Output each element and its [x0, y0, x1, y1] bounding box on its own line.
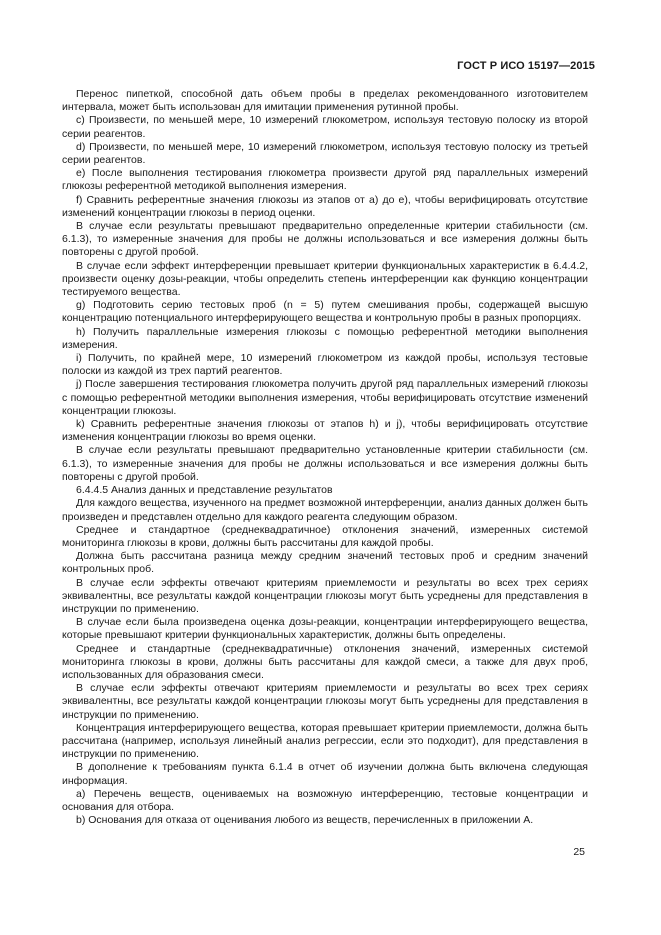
section-heading: 6.4.4.5 Анализ данных и представление результатов — [76, 484, 333, 497]
paragraph: h) Получить параллельные измерения глюкозы с помощью референтной методики выполнения измерения. — [62, 325, 588, 351]
paragraph: Концентрация интерферирующего вещества, которая превышает критерии приемлемости, должна быть рассчитана (например, используя линейный анализ регрессии, если это подходит), для представления в инструкции по применению. — [62, 721, 588, 761]
paragraph: В случае если эффекты отвечают критериям приемлемости и результаты во всех трех сериях эквивалентны, все результаты каждой концентрации глюкозы могут быть усреднены для представления в инструкции по применению. — [62, 682, 588, 721]
paragraph: Среднее и стандартное (среднеквадратичное) отклонения значений, измеренных системой мониторинга глюкозы в крови, должны быть рассчитаны для каждой пробы. — [62, 523, 588, 549]
paragraph: В случае если была произведена оценка дозы-реакции, концентрации интерферирующего вещества, которые превышают критерии функциональных характеристик, должны быть определены. — [62, 616, 588, 642]
paragraph: Среднее и стандартные (среднеквадратичные) отклонения значений, измеренных системой мониторинга глюкозы в крови, должны быть рассчитаны для каждой смеси, а также для двух проб, использованных для образования смеси. — [62, 642, 588, 681]
paragraph: f) Сравнить референтные значения глюкозы из этапов от a) до e), чтобы верифицировать отсутствие изменений концентрации глюкозы в период оценки. — [62, 193, 588, 219]
paragraph: j) После завершения тестирования глюкометра получить другой ряд параллельных измерений глюкозы с помощью референтной методики выполнения измерения, чтобы верифицировать отсутствие изменений концентрации глюкозы. — [62, 378, 588, 417]
paragraph: Для каждого вещества, изученного на предмет возможной интерференции, анализ данных должен быть произведен и представлен отдельно для каждого реагента следующим образом. — [62, 497, 588, 523]
paragraph: Должна быть рассчитана разница между средним значений тестовых проб и средним значений контрольных проб. — [62, 550, 588, 576]
paragraph: k) Сравнить референтные значения глюкозы от этапов h) и j), чтобы верифицировать отсутствие изменения концентрации глюкозы во время оценки. — [62, 418, 588, 444]
paragraph: b) Основания для отказа от оценивания любого из веществ, перечисленных в приложении А. — [76, 814, 534, 827]
paragraph: В случае если результаты превышают предварительно установленные критерии стабильности (см. 6.1.3), то измеренные значения для пробы не должны использоваться и все измерения должны быть повторены с другой пробой. — [62, 444, 588, 483]
page-number: 25 — [573, 846, 585, 858]
paragraph: d) Произвести, по меньшей мере, 10 измерений глюкометром, используя тестовую полоску из третьей серии реагентов. — [62, 140, 588, 167]
paragraph: a) Перечень веществ, оцениваемых на возможную интерференцию, тестовые концентрации и основания для отбора. — [62, 787, 588, 813]
paragraph: В дополнение к требованиям пункта 6.1.4 в отчет об изучении должна быть включена следующая информация. — [62, 761, 588, 787]
paragraph: c) Произвести, по меньшей мере, 10 измерений глюкометром, используя тестовую полоску из второй серии реагентов. — [62, 114, 588, 140]
document-header: ГОСТ Р ИСО 15197—2015 — [457, 60, 595, 72]
paragraph: В случае если эффект интерференции превышает критерии функциональных характеристик в 6.4.4.2, произвести оценку дозы-реакции, чтобы определить степень интерференции как функцию концентрации тестируемого вещества. — [62, 259, 588, 299]
paragraph: i) Получить, по крайней мере, 10 измерений глюкометром из каждой пробы, используя тестовые полоски из каждой из трех партий реагентов. — [62, 352, 588, 378]
body-text — [62, 88, 588, 827]
paragraph: Перенос пипеткой, способной дать объем пробы в пределах рекомендованного изготовителем интервала, может быть использован для имитации применения рутинной пробы. — [62, 88, 588, 114]
paragraph: g) Подготовить серию тестовых проб (n = 5) путем смешивания пробы, содержащей высшую концентрацию потенциального интерферирующего вещества и контрольную пробы в разных пропорциях. — [62, 299, 588, 325]
paragraph: e) После выполнения тестирования глюкометра произвести другой ряд параллельных измерений глюкозы референтной методикой выполнения измерения. — [62, 167, 588, 193]
paragraph: В случае если результаты превышают предварительно определенные критерии стабильности (см. 6.1.3), то измеренные значения для пробы не должны использоваться и все измерения должны быть повторены с другой пробой. — [62, 220, 588, 259]
paragraph: В случае если эффекты отвечают критериям приемлемости и результаты во всех трех сериях эквивалентны, все результаты каждой концентрации глюкозы могут быть усреднены для представления в инструкции по применению. — [62, 576, 588, 615]
